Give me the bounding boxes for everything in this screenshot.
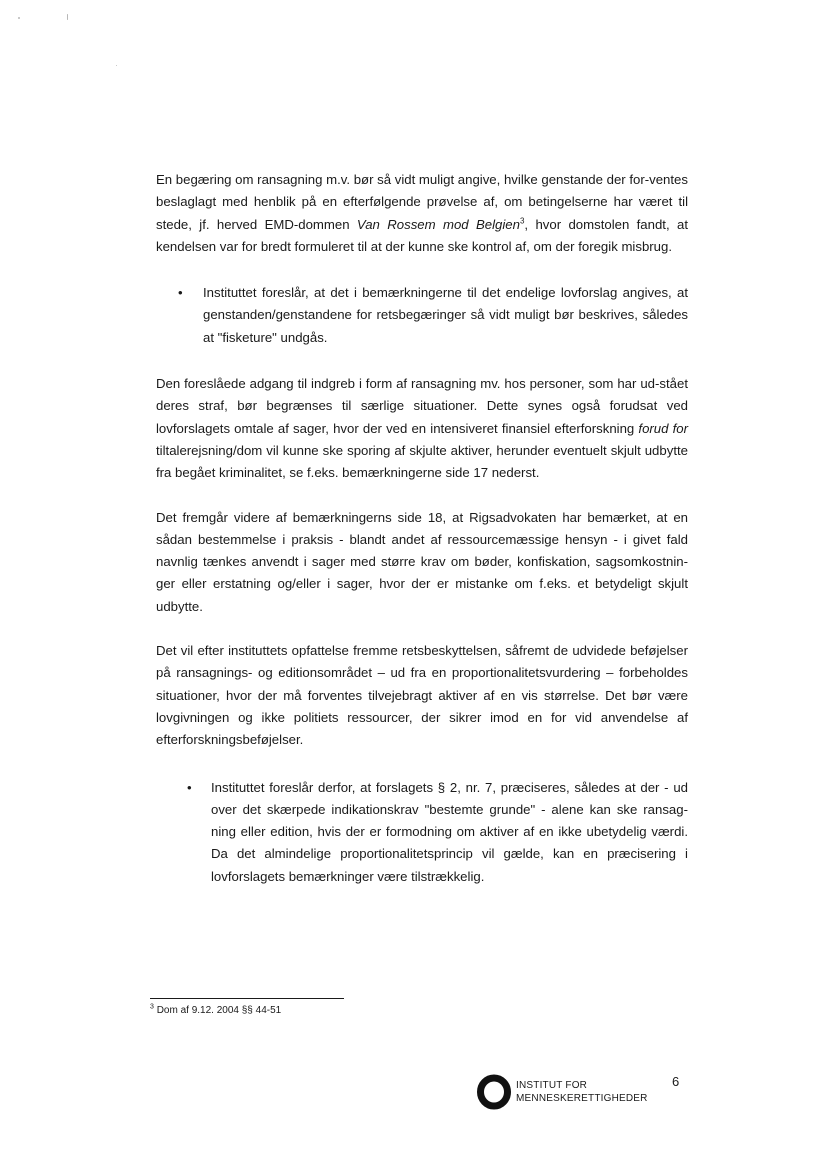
bullet-icon: • xyxy=(178,285,183,301)
scan-speck xyxy=(67,14,68,20)
logo-text xyxy=(516,1079,648,1105)
paragraph-text: Den foreslåede adgang til indgreb i form af ransagning mv. hos personer, som har ud-stået deres straf, bør begrænses til særlige situationer. Dette synes også forudsat ved lovforslagets omtale af sager, hvor der ved en intensiveret finansiel efterforskning xyxy=(156,376,688,436)
paragraph-text: tiltalerejsning/dom vil kunne ske sporing af skjulte aktiver, herunder eventuelt skjult udbytte fra begået kriminalitet, se f.eks. bemærkningerne side 17 nederst. xyxy=(156,442,688,481)
case-name: Van Rossem mod Belgien xyxy=(356,216,520,232)
paragraph-rigsadvokaten: Det fremgår videre af bemærkningerns side 18, at Rigsadvokaten har bemærket, at en sådan bestemmelse i praksis - blandt andet af ressourcemæssige hensyn - i givet fald navnlig tænkes anvendt i sager med større krav om bøder, konfiskation, sagsomkostnin-ger eller erstatning og/eller i sager, hvor der er mistanke om f.eks. et betydeligt skjult udbytte. xyxy=(156,509,688,614)
footnote-divider xyxy=(150,998,344,999)
footnote xyxy=(150,1005,281,1016)
paragraph-text: En begæring om ransagning m.v. bør så vidt muligt angive, hvilke genstande der for-ventes beslaglagt med henblik på en efterfølgende prøvelse af, om betingelserne har været til stede, jf. herved EMD-dommen xyxy=(156,172,688,232)
circle-ring-logo-icon xyxy=(476,1074,512,1110)
emphasis-text: forud for xyxy=(638,420,688,436)
institute-logo xyxy=(476,1074,648,1110)
page-number: 6 xyxy=(672,1074,680,1089)
footnote-number: 3 xyxy=(150,1003,154,1011)
footnote-reference[interactable]: 3 xyxy=(519,216,525,226)
bullet-text: Instituttet foreslår derfor, at forslagets § 2, nr. 7, præciseres, således at der - ud over det skærpede indikationskrav "bestemte grunde" - alene kan ske ransag-ning eller edition, hvis der er formodning om aktiver af en ikke ubetydelig værdi. Da det almindelige proportionalitetsprincip vil gælde, kan en præcisering i lovforslagets bemærkninger være tilstrækkelig. xyxy=(211,779,688,884)
logo-line-2: MENNESKERETTIGHEDER xyxy=(516,1093,648,1104)
paragraph-served-sentence xyxy=(156,373,688,484)
paragraph-text: , hvor domstolen fandt, at kendelsen var for bredt formuleret til at der kunne ske kontrol af, om der foregik misbrug. xyxy=(156,216,688,254)
paragraph-search-request xyxy=(156,169,688,258)
logo-line-1: INSTITUT FOR xyxy=(516,1080,588,1091)
scan-speck xyxy=(116,65,117,66)
footnote-text: Dom af 9.12. 2004 §§ 44-51 xyxy=(156,1005,282,1016)
bullet-icon: • xyxy=(187,779,192,795)
bullet-text: Instituttet foreslår, at det i bemærkningerne til det endelige lovforslag angives, at genstanden/genstandene for retsbegæringer så vidt muligt bør beskrives, således at "fisketure" undgås. xyxy=(203,285,688,345)
paragraph-proportionality: Det vil efter instituttets opfattelse fremme retsbeskyttelsen, såfremt de udvidede beføjelser på ransagnings- og editionsområdet – ud fra en proportionalitetsvurdering – forbeholdes situationer, hvor der må forventes tilvejebragt aktiver af en vis størrelse. Det bør være lovgivningen og ikke politiets ressourcer, der sikrer imod en for vid anvendelse af efterforskningsbeføjelser. xyxy=(156,643,688,748)
bullet-item-precision-proposal xyxy=(156,777,688,888)
bullet-item-fishing-trips xyxy=(156,282,688,349)
document-body xyxy=(156,169,688,910)
scan-speck xyxy=(18,17,20,19)
